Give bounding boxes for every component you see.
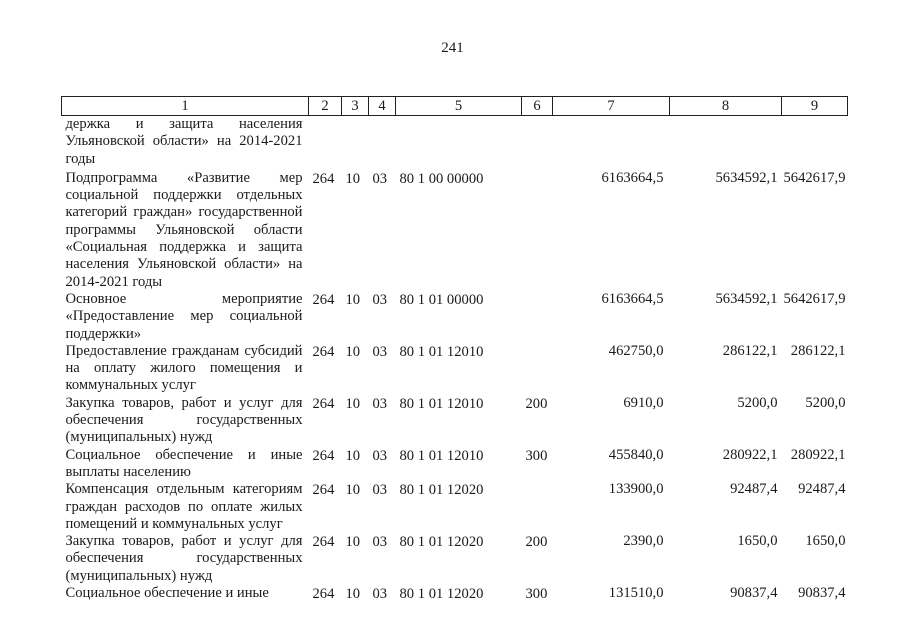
row-amount-col9: 5642617,9	[783, 290, 846, 307]
row-amount-col8: 280922,1	[722, 446, 778, 463]
row-target-article: 80 1 01 12020	[399, 586, 484, 603]
row-target-article: 80 1 00 00000	[399, 170, 484, 187]
row-expense-type: 300	[525, 447, 548, 464]
row-name: Основное мероприятие «Предоставление мер социальной поддержки»	[65, 290, 303, 342]
table-row	[62, 343, 848, 395]
row-subsection: 03	[372, 482, 388, 499]
header-col-3: 3	[342, 97, 369, 116]
row-expense-type: 200	[525, 395, 548, 412]
row-subsection: 03	[372, 586, 388, 603]
row-section	[342, 116, 369, 168]
row-admin-code: 264	[312, 586, 335, 603]
row-name: Компенсация отдельным категориям граждан расходов по оплате жилых помещений и коммунальных услуг	[65, 481, 303, 532]
row-subsection	[369, 116, 396, 168]
row-admin-code: 264	[312, 170, 335, 187]
table-row	[62, 481, 848, 533]
row-subsection: 03	[372, 395, 388, 412]
row-amount-col8: 286122,1	[722, 342, 778, 359]
row-amount-col7	[553, 116, 670, 168]
header-col-5: 5	[396, 97, 522, 116]
row-name: Закупка товаров, работ и услуг для обеспечения государственных (муниципальных) нужд	[65, 394, 303, 446]
row-amount-col7: 462750,0	[608, 342, 664, 359]
row-amount-col9: 90837,4	[798, 585, 846, 602]
row-expense-type	[522, 343, 553, 395]
row-target-article: 80 1 01 00000	[399, 291, 484, 308]
row-subsection: 03	[372, 343, 388, 360]
row-section: 10	[345, 586, 361, 603]
row-expense-type: 200	[525, 534, 548, 551]
row-subsection: 03	[372, 291, 388, 308]
row-expense-type	[522, 170, 553, 291]
table-body	[62, 116, 848, 604]
table-row	[62, 585, 848, 603]
row-amount-col9	[782, 116, 848, 168]
page-number: 241	[441, 40, 464, 56]
row-amount-col8	[670, 116, 782, 168]
row-section: 10	[345, 482, 361, 499]
row-admin-code: 264	[312, 291, 335, 308]
header-col-9: 9	[782, 97, 848, 116]
row-amount-col9: 286122,1	[790, 342, 846, 359]
table-row	[62, 447, 848, 482]
row-amount-col8: 5200,0	[737, 394, 778, 411]
row-amount-col8: 92487,4	[730, 481, 778, 498]
row-amount-col7: 2390,0	[623, 533, 664, 550]
header-col-6: 6	[522, 97, 553, 116]
row-section: 10	[345, 343, 361, 360]
row-section: 10	[345, 291, 361, 308]
row-section: 10	[345, 395, 361, 412]
row-name: Закупка товаров, работ и услуг для обеспечения государственных (муниципальных) нужд	[65, 533, 303, 584]
row-admin-code: 264	[312, 534, 335, 551]
row-name: Подпрограмма «Развитие мер социальной поддержки отдельных категорий граждан» государственной программы Ульяновской области «Социальная поддержка и защита населения Ульяновской области» на 2014-2021 годы	[65, 169, 303, 290]
table-row	[62, 291, 848, 343]
table-row	[62, 395, 848, 447]
row-name: Социальное обеспечение и иные	[65, 585, 269, 602]
row-expense-type	[522, 116, 553, 168]
row-admin-code: 264	[312, 395, 335, 412]
row-subsection: 03	[372, 170, 388, 187]
row-expense-type	[522, 481, 553, 533]
table-row	[62, 170, 848, 291]
row-amount-col8: 90837,4	[730, 585, 778, 602]
row-section: 10	[345, 447, 361, 464]
row-expense-type	[522, 291, 553, 343]
row-section: 10	[345, 534, 361, 551]
row-amount-col9: 5642617,9	[783, 169, 846, 186]
header-col-1: 1	[62, 97, 309, 116]
row-admin-code	[309, 116, 342, 168]
row-target-article: 80 1 01 12010	[399, 447, 484, 464]
row-amount-col9: 1650,0	[805, 533, 846, 550]
table-header	[62, 97, 848, 116]
table-row	[62, 533, 848, 585]
header-row	[62, 97, 848, 116]
row-admin-code: 264	[312, 482, 335, 499]
row-name: Социальное обеспечение и иные выплаты населению	[65, 446, 303, 480]
row-subsection: 03	[372, 447, 388, 464]
row-amount-col9: 92487,4	[798, 481, 846, 498]
row-target-article: 80 1 01 12010	[399, 395, 484, 412]
row-amount-col7: 133900,0	[608, 481, 664, 498]
row-admin-code: 264	[312, 343, 335, 360]
row-amount-col9: 280922,1	[790, 446, 846, 463]
header-col-4: 4	[369, 97, 396, 116]
table-row	[62, 116, 848, 168]
row-target-article	[396, 116, 522, 168]
row-name: держка и защита населения Ульяновской области» на 2014-2021 годы	[65, 116, 303, 167]
header-col-8: 8	[670, 97, 782, 116]
row-expense-type: 300	[525, 586, 548, 603]
row-amount-col7: 6910,0	[623, 394, 664, 411]
header-col-7: 7	[553, 97, 670, 116]
row-target-article: 80 1 01 12010	[399, 343, 484, 360]
row-amount-col7: 131510,0	[608, 585, 664, 602]
row-name: Предоставление гражданам субсидий на оплату жилого помещения и коммунальных услуг	[65, 342, 303, 394]
row-amount-col8: 5634592,1	[715, 169, 778, 186]
row-section: 10	[345, 170, 361, 187]
header-col-2: 2	[309, 97, 342, 116]
row-target-article: 80 1 01 12020	[399, 534, 484, 551]
row-amount-col8: 1650,0	[737, 533, 778, 550]
row-admin-code: 264	[312, 447, 335, 464]
row-subsection: 03	[372, 534, 388, 551]
row-amount-col7: 455840,0	[608, 446, 664, 463]
row-amount-col7: 6163664,5	[601, 169, 664, 186]
row-amount-col9: 5200,0	[805, 394, 846, 411]
row-target-article: 80 1 01 12020	[399, 482, 484, 499]
row-amount-col7: 6163664,5	[601, 290, 664, 307]
budget-table	[61, 96, 848, 603]
row-amount-col8: 5634592,1	[715, 290, 778, 307]
